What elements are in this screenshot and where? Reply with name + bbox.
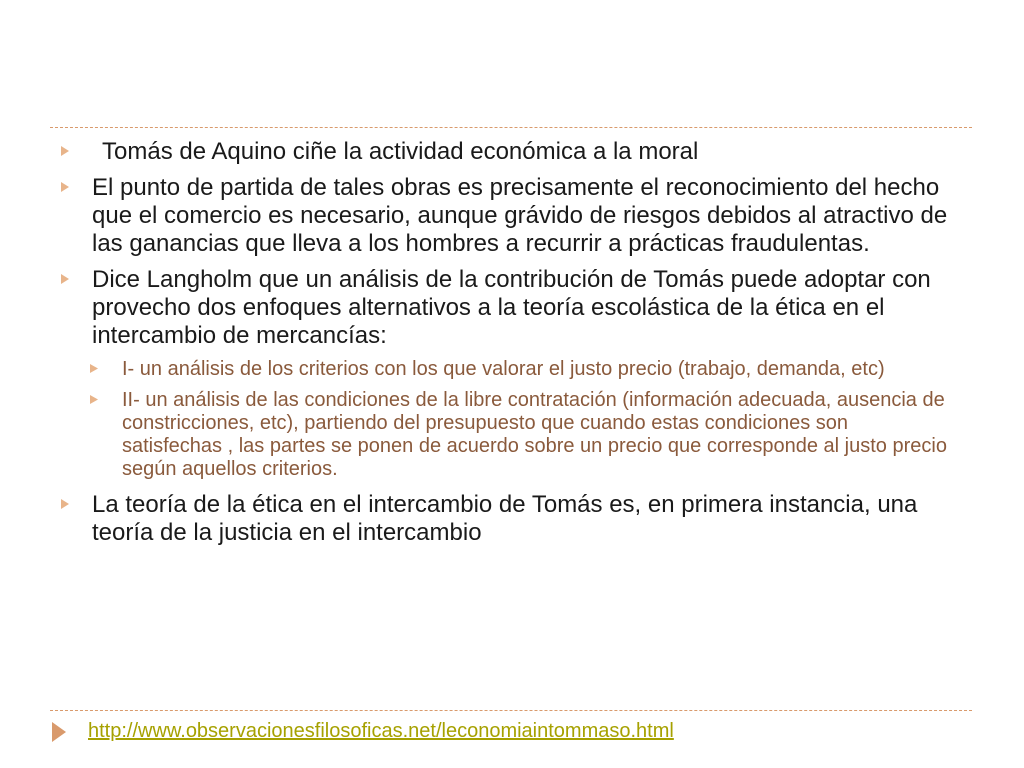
play-arrow-icon bbox=[52, 722, 66, 742]
bullet-text: La teoría de la ética en el intercambio de Tomás es, en primera instancia, una teoría de la justicia en el intercambio bbox=[92, 491, 918, 546]
source-link[interactable]: http://www.observacionesfilosoficas.net/leconomiaintommaso.html bbox=[88, 720, 674, 742]
triangle-bullet-icon bbox=[60, 274, 70, 284]
top-divider bbox=[50, 127, 972, 128]
bullet-text: El punto de partida de tales obras es precisamente el reconocimiento del hecho que el comercio es necesario, aunque grávido de riesgos debidos al atractivo de las ganancias que lleva a los hombres a recurrir a prácticas fraudulentas. bbox=[92, 174, 948, 257]
sub-bullet-item bbox=[90, 358, 960, 381]
bullet-item bbox=[60, 266, 960, 350]
triangle-bullet-icon bbox=[60, 146, 70, 156]
slide-content bbox=[60, 138, 960, 555]
bullet-text: Tomás de Aquino ciñe la actividad económica a la moral bbox=[102, 138, 699, 165]
sub-bullet-list bbox=[90, 358, 960, 481]
bottom-divider bbox=[50, 710, 972, 711]
bullet-text: Dice Langholm que un análisis de la contribución de Tomás puede adoptar con provecho dos enfoques alternativos a la teoría escolástica de la ética en el intercambio de mercancías: bbox=[92, 266, 931, 349]
bullet-item bbox=[60, 174, 960, 258]
triangle-bullet-icon bbox=[90, 395, 98, 404]
bullet-item bbox=[60, 138, 960, 166]
footer bbox=[52, 720, 674, 743]
triangle-bullet-icon bbox=[60, 499, 70, 509]
sub-bullet-text: II- un análisis de las condiciones de la libre contratación (información adecuada, ausencia de constricciones, etc), partiendo del presupuesto que cuando estas condiciones son satisfechas , las partes se ponen de acuerdo sobre un precio que corresponde al justo precio según aquellos criterios. bbox=[122, 389, 947, 480]
bullet-item bbox=[60, 491, 960, 547]
sub-bullet-text: I- un análisis de los criterios con los que valorar el justo precio (trabajo, demanda, etc) bbox=[122, 358, 885, 380]
triangle-bullet-icon bbox=[90, 364, 98, 373]
triangle-bullet-icon bbox=[60, 182, 70, 192]
sub-bullet-item bbox=[90, 389, 960, 481]
